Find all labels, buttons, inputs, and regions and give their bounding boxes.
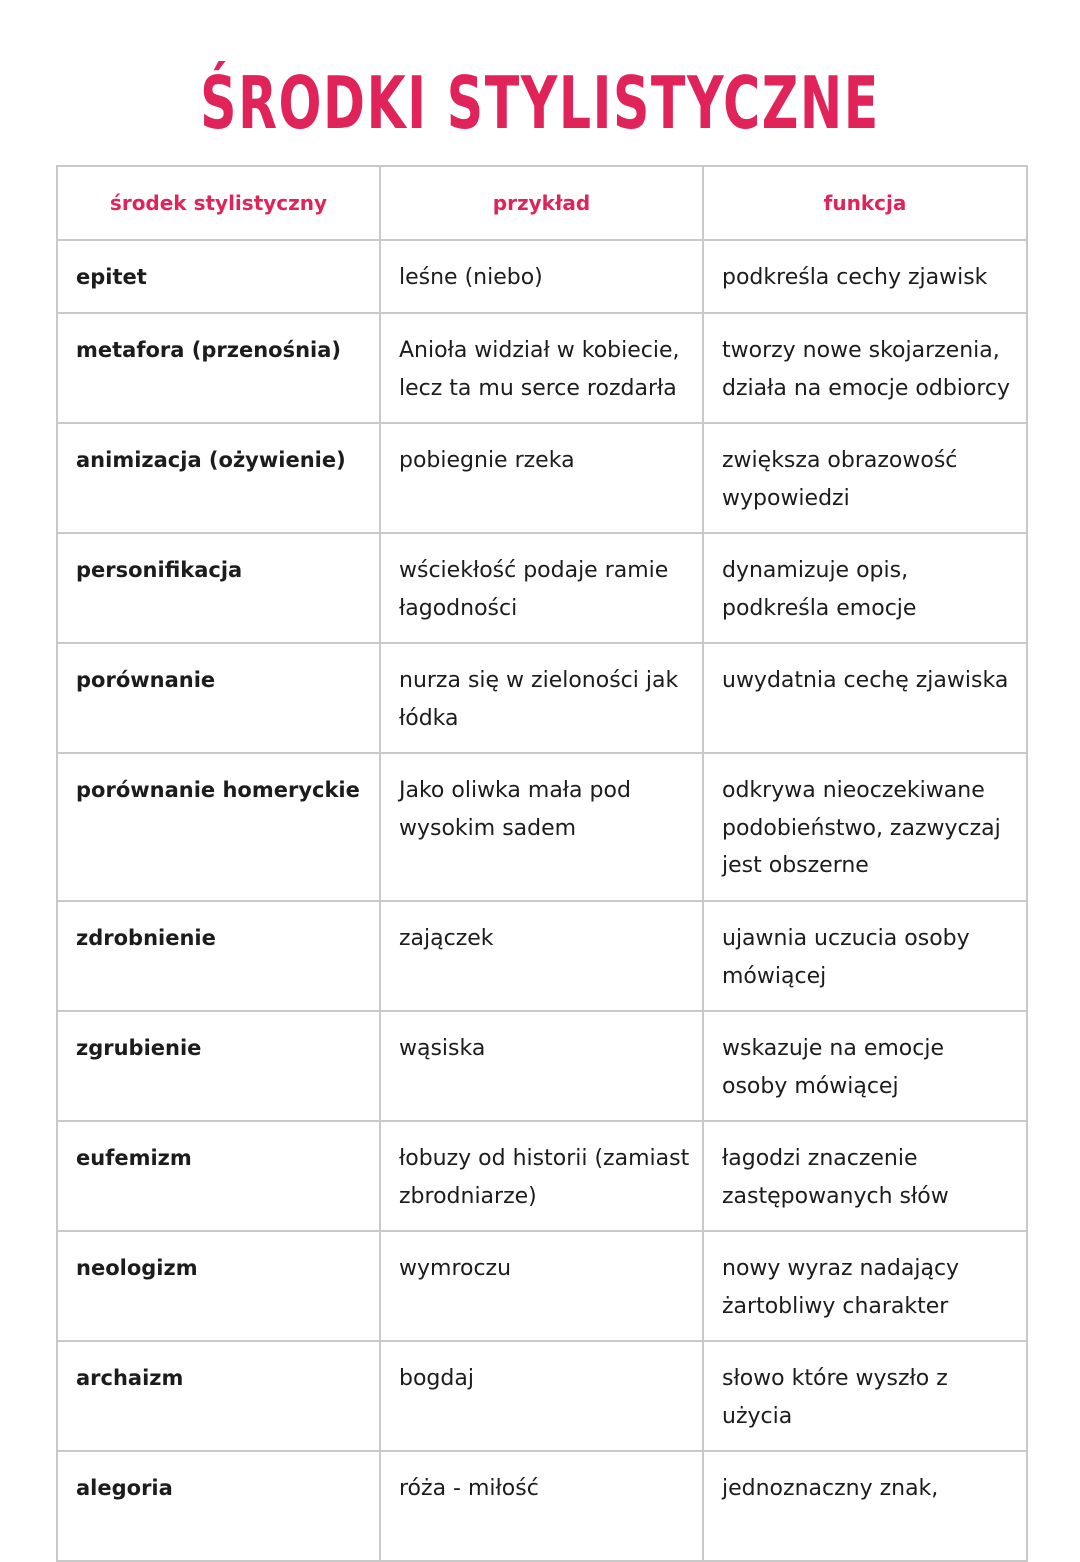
table-row <box>57 1121 1027 1231</box>
example-text: leśne (niebo) <box>399 265 543 290</box>
function-text: wskazuje na emocje osoby mówiącej <box>722 1036 945 1099</box>
function-text: podkreśla cechy zjawisk <box>722 265 988 290</box>
function-text: tworzy nowe skojarzenia, działa na emocje odbiorcy <box>722 338 1011 401</box>
function-cell <box>703 423 1027 533</box>
device-name: neologizm <box>76 1256 198 1280</box>
table-row <box>57 240 1027 313</box>
example-cell <box>380 643 703 753</box>
function-text: jednoznaczny znak, <box>722 1476 939 1501</box>
function-text: zwiększa obrazowość wypowiedzi <box>722 448 958 511</box>
example-cell <box>380 423 703 533</box>
device-name: metafora (przenośnia) <box>76 338 341 362</box>
header-device: środek stylistyczny <box>57 166 380 240</box>
function-cell <box>703 533 1027 643</box>
function-cell <box>703 1231 1027 1341</box>
function-text: dynamizuje opis, podkreśla emocje <box>722 558 917 621</box>
device-cell <box>57 240 380 313</box>
stylistic-devices-table <box>56 165 1028 1562</box>
example-cell <box>380 901 703 1011</box>
device-name: alegoria <box>76 1476 173 1500</box>
function-text: słowo które wyszło z użycia <box>722 1366 948 1429</box>
device-name: animizacja (ożywienie) <box>76 448 346 472</box>
function-cell <box>703 1341 1027 1451</box>
example-cell <box>380 1011 703 1121</box>
example-text: łobuzy od historii (zamiast zbrodniarze) <box>399 1146 690 1209</box>
device-name: archaizm <box>76 1366 184 1390</box>
device-cell <box>57 423 380 533</box>
table-row <box>57 313 1027 423</box>
device-name: zdrobnienie <box>76 926 216 950</box>
table-row <box>57 1011 1027 1121</box>
example-text: róża - miłość <box>399 1476 539 1501</box>
device-name: personifikacja <box>76 558 243 582</box>
function-text: odkrywa nieoczekiwane podobieństwo, zazwyczaj jest obszerne <box>722 778 1001 878</box>
device-name: epitet <box>76 265 147 289</box>
example-cell <box>380 313 703 423</box>
example-cell <box>380 1231 703 1341</box>
function-cell <box>703 1011 1027 1121</box>
function-text: uwydatnia cechę zjawiska <box>722 668 1009 693</box>
example-text: zajączek <box>399 926 494 951</box>
function-cell <box>703 901 1027 1011</box>
table-row <box>57 1451 1027 1561</box>
table-row <box>57 1231 1027 1341</box>
function-cell <box>703 1121 1027 1231</box>
example-cell <box>380 1451 703 1561</box>
function-cell <box>703 1451 1027 1561</box>
device-cell <box>57 901 380 1011</box>
device-name: eufemizm <box>76 1146 192 1170</box>
example-text: nurza się w zieloności jak łódka <box>399 668 679 731</box>
example-text: wąsiska <box>399 1036 486 1061</box>
example-text: wymroczu <box>399 1256 512 1281</box>
function-text: łagodzi znaczenie zastępowanych słów <box>722 1146 949 1209</box>
example-text: wściekłość podaje ramie łagodności <box>399 558 669 621</box>
function-text: nowy wyraz nadający żartobliwy charakter <box>722 1256 960 1319</box>
device-cell <box>57 643 380 753</box>
table-row <box>57 901 1027 1011</box>
device-cell <box>57 1451 380 1561</box>
function-text: ujawnia uczucia osoby mówiącej <box>722 926 970 989</box>
function-cell <box>703 753 1027 901</box>
table-row <box>57 533 1027 643</box>
device-cell <box>57 753 380 901</box>
table-row <box>57 753 1027 901</box>
device-name: porównanie homeryckie <box>76 778 360 802</box>
example-cell <box>380 1121 703 1231</box>
device-name: zgrubienie <box>76 1036 202 1060</box>
example-cell <box>380 753 703 901</box>
example-cell <box>380 533 703 643</box>
function-cell <box>703 240 1027 313</box>
device-cell <box>57 1341 380 1451</box>
header-example: przykład <box>380 166 703 240</box>
device-cell <box>57 1121 380 1231</box>
page-title: ŚRODKI STYLISTYCZNE <box>200 61 880 145</box>
device-cell <box>57 533 380 643</box>
table-row <box>57 643 1027 753</box>
example-cell <box>380 240 703 313</box>
example-cell <box>380 1341 703 1451</box>
example-text: Jako oliwka mała pod wysokim sadem <box>399 778 631 841</box>
table-header-row <box>57 166 1027 240</box>
example-text: bogdaj <box>399 1366 474 1391</box>
example-text: Anioła widział w kobiecie, lecz ta mu serce rozdarła <box>399 338 680 401</box>
table-row <box>57 423 1027 533</box>
function-cell <box>703 313 1027 423</box>
device-name: porównanie <box>76 668 216 692</box>
stylistic-devices-table-container <box>56 165 1026 1562</box>
header-function: funkcja <box>703 166 1027 240</box>
function-cell <box>703 643 1027 753</box>
example-text: pobiegnie rzeka <box>399 448 575 473</box>
device-cell <box>57 1011 380 1121</box>
table-row <box>57 1341 1027 1451</box>
device-cell <box>57 313 380 423</box>
device-cell <box>57 1231 380 1341</box>
